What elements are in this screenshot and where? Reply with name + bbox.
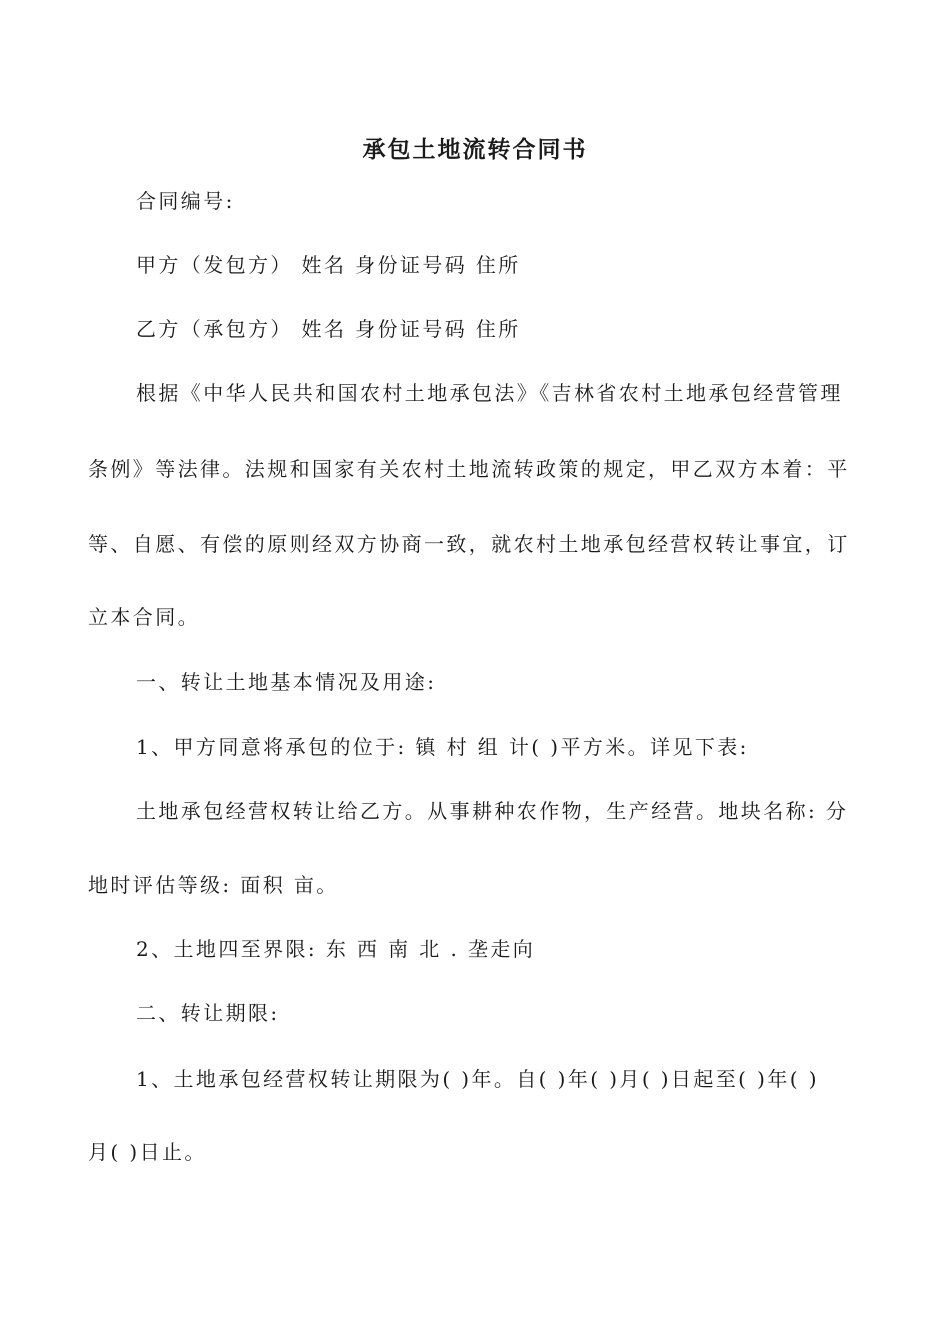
item-1-line: 地时评估等级: 面积 亩。: [88, 873, 339, 897]
contract-number-label: 合同编号:: [136, 189, 235, 213]
preamble-line: 等、自愿、有偿的原则经双方协商一致，就农村土地承包经营权转让事宜，订: [88, 532, 850, 556]
party-b-line: 乙方（承包方） 姓名 身份证号码 住所: [136, 317, 521, 341]
preamble-line: 条例》等法律。法规和国家有关农村土地流转政策的规定，甲乙双方本着：平: [88, 457, 850, 481]
item-1-line: 1、甲方同意将承包的位于: 镇 村 组 计( )平方米。详见下表:: [136, 735, 749, 759]
item-1-line: 土地承包经营权转让给乙方。从事耕种农作物，生产经营。地块名称: 分: [136, 799, 849, 823]
section-2-heading: 二、转让期限:: [136, 1001, 280, 1025]
preamble-line: 根据《中华人民共和国农村土地承包法》《吉林省农村土地承包经营管理: [136, 381, 843, 405]
section-1-heading: 一、转让土地基本情况及用途:: [136, 670, 437, 694]
party-a-line: 甲方（发包方） 姓名 身份证号码 住所: [136, 253, 521, 277]
preamble-line: 立本合同。: [88, 605, 200, 629]
term-line: 月( )日止。: [88, 1140, 207, 1164]
term-line: 1、土地承包经营权转让期限为( )年。自( )年( )月( )日起至( )年( ): [136, 1067, 819, 1091]
item-2-line: 2、土地四至界限: 东 西 南 北 . 垄走向: [136, 937, 536, 961]
document-title: 承包土地流转合同书: [362, 136, 588, 163]
